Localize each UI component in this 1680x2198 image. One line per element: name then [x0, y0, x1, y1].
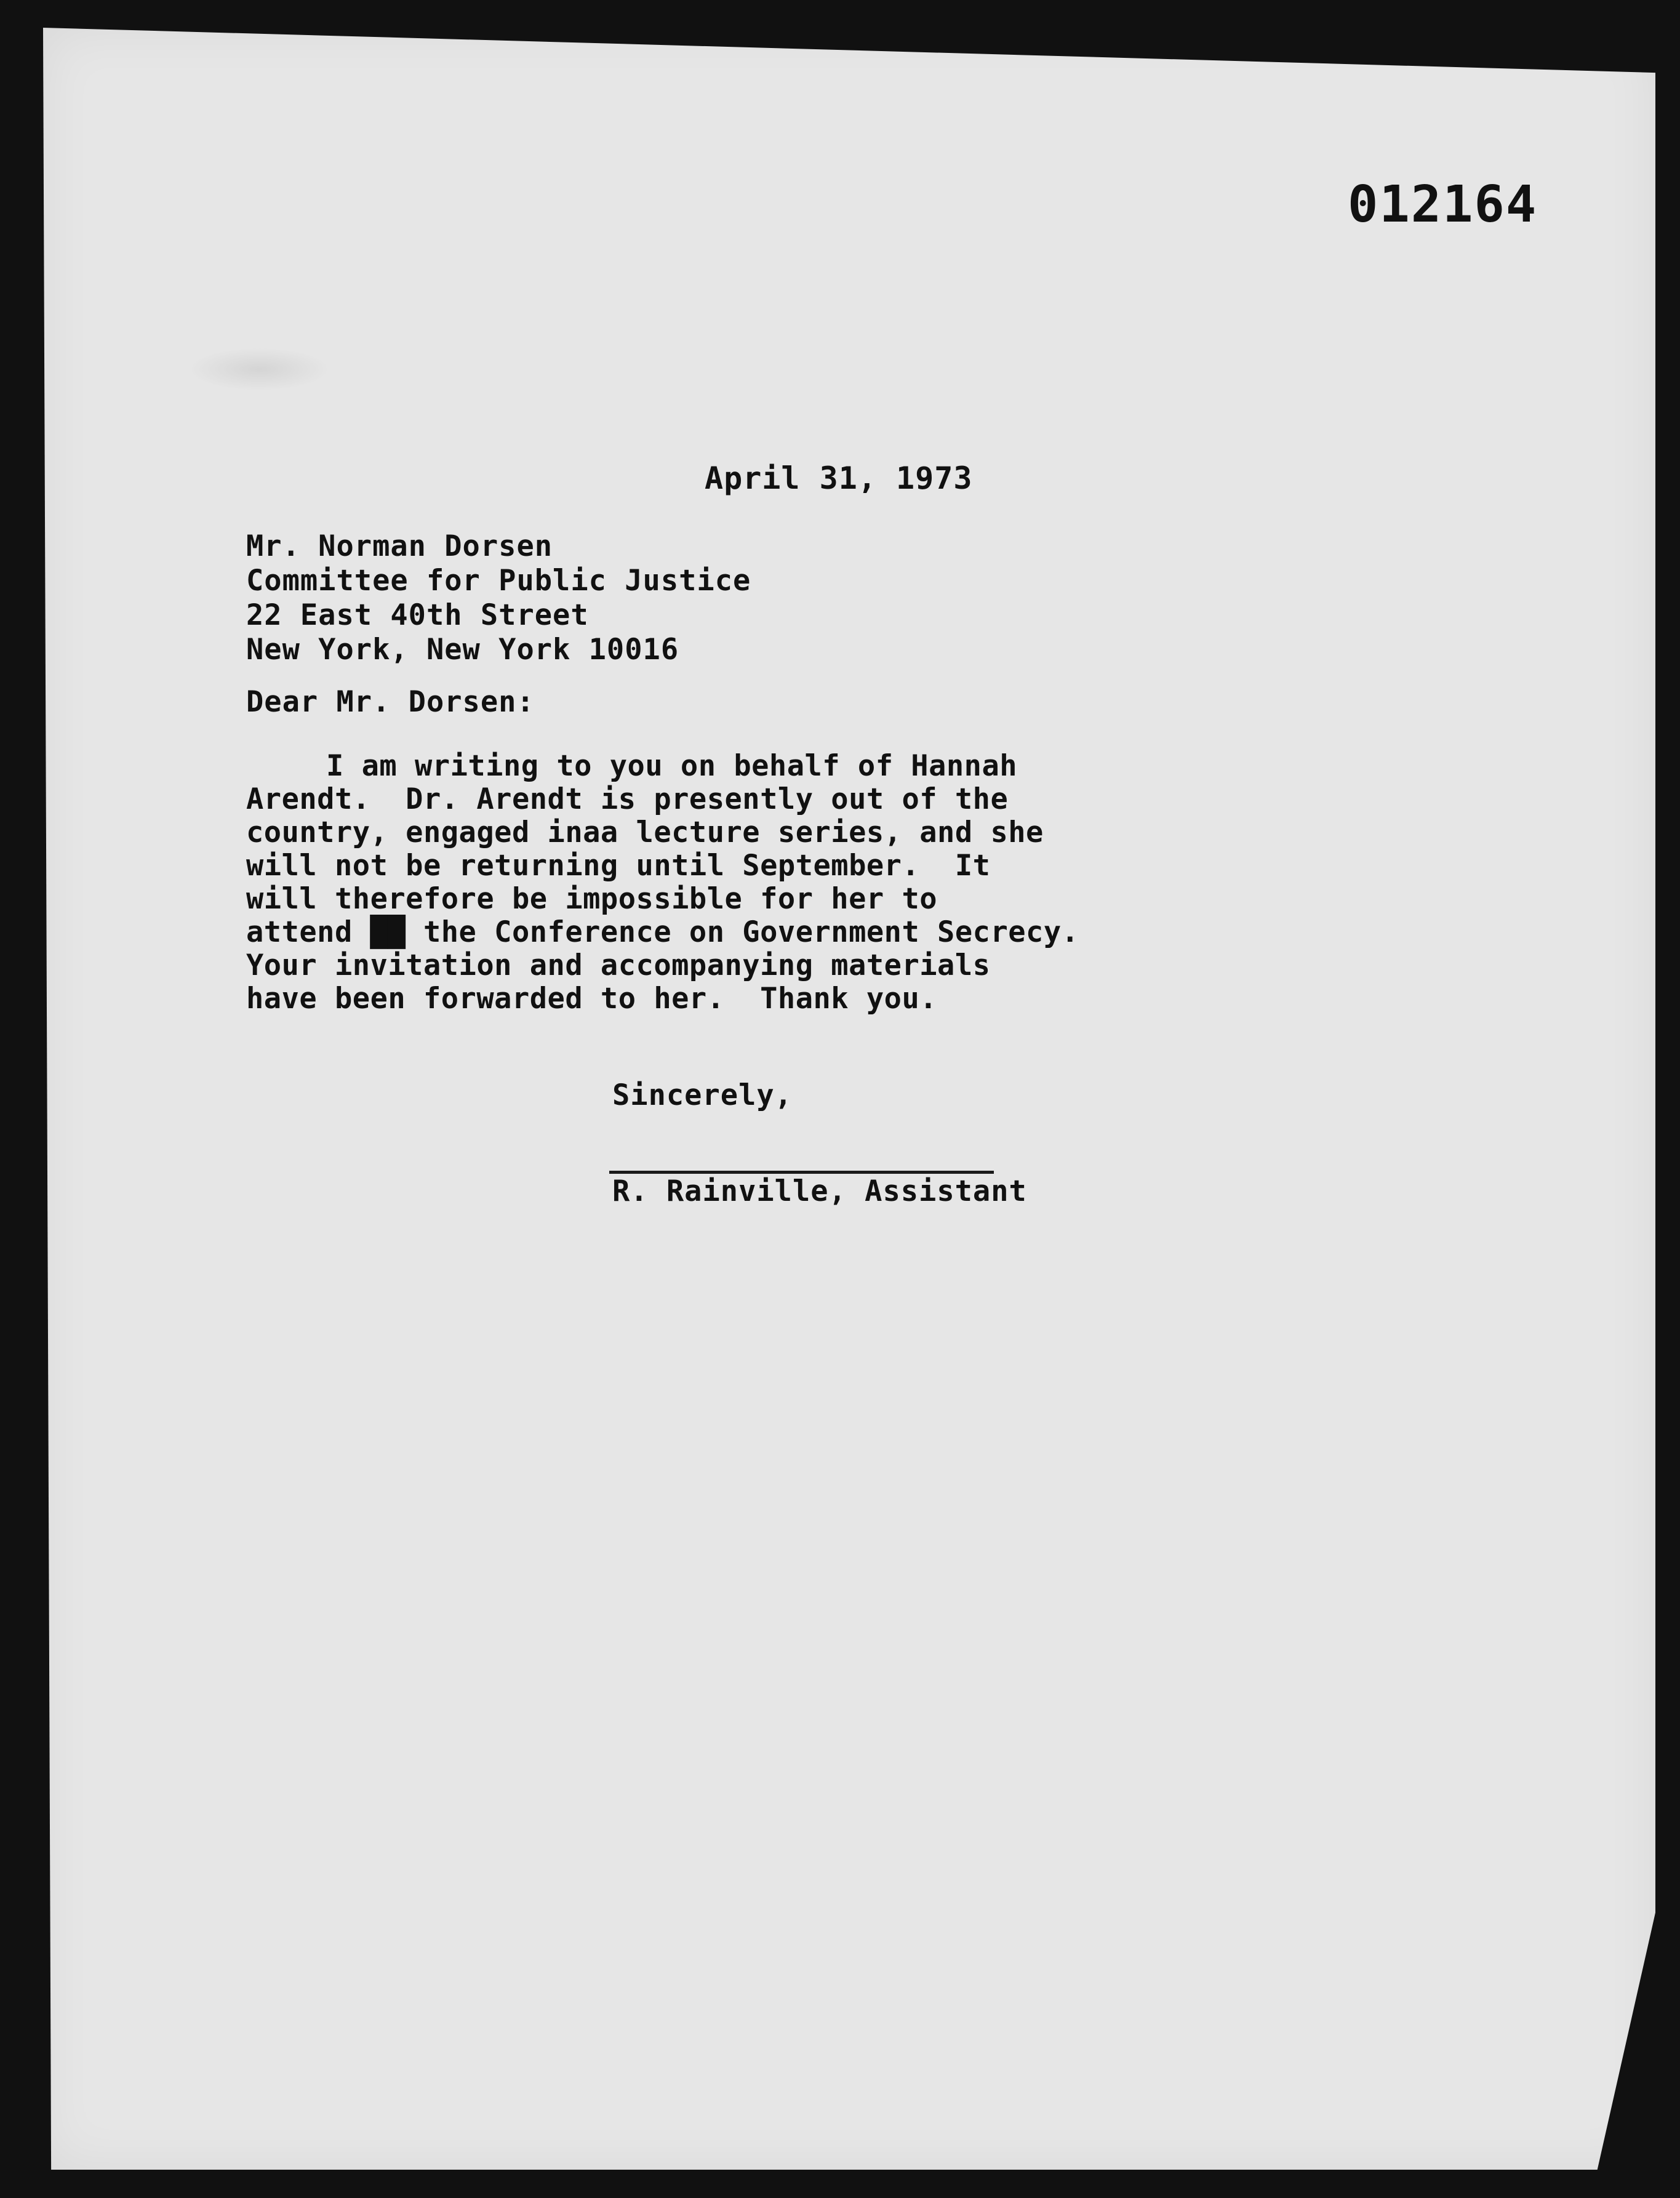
- body-line: country, engaged inaa lecture series, and she: [246, 816, 1044, 849]
- paper-smudge: [188, 348, 330, 391]
- signature-line: [609, 1171, 994, 1174]
- salutation: Dear Mr. Dorsen:: [246, 685, 535, 719]
- body-line: I am writing to you on behalf of Hannah: [326, 749, 1018, 783]
- address-line: New York, New York 10016: [246, 633, 679, 667]
- body-line: attend ██ the Conference on Government Secrecy.: [246, 915, 1079, 949]
- body-line: Your invitation and accompanying materials: [246, 949, 991, 982]
- signer-name: R. Rainville, Assistant: [612, 1174, 1027, 1208]
- body-line: Arendt. Dr. Arendt is presently out of the: [246, 782, 1009, 816]
- address-line: Mr. Norman Dorsen: [246, 529, 553, 563]
- letter-page: [43, 28, 1655, 2170]
- body-line: will not be returning until September. It: [246, 849, 991, 883]
- closing: Sincerely,: [612, 1078, 793, 1112]
- letter-body: [246, 750, 1079, 1016]
- document-number: 012164: [1348, 175, 1538, 234]
- recipient-address: [246, 529, 751, 667]
- address-line: 22 East 40th Street: [246, 598, 589, 632]
- letter-date: April 31, 1973: [705, 460, 973, 496]
- body-line: will therefore be impossible for her to: [246, 882, 938, 916]
- address-line: Committee for Public Justice: [246, 564, 751, 598]
- body-line: have been forwarded to her. Thank you.: [246, 982, 938, 1016]
